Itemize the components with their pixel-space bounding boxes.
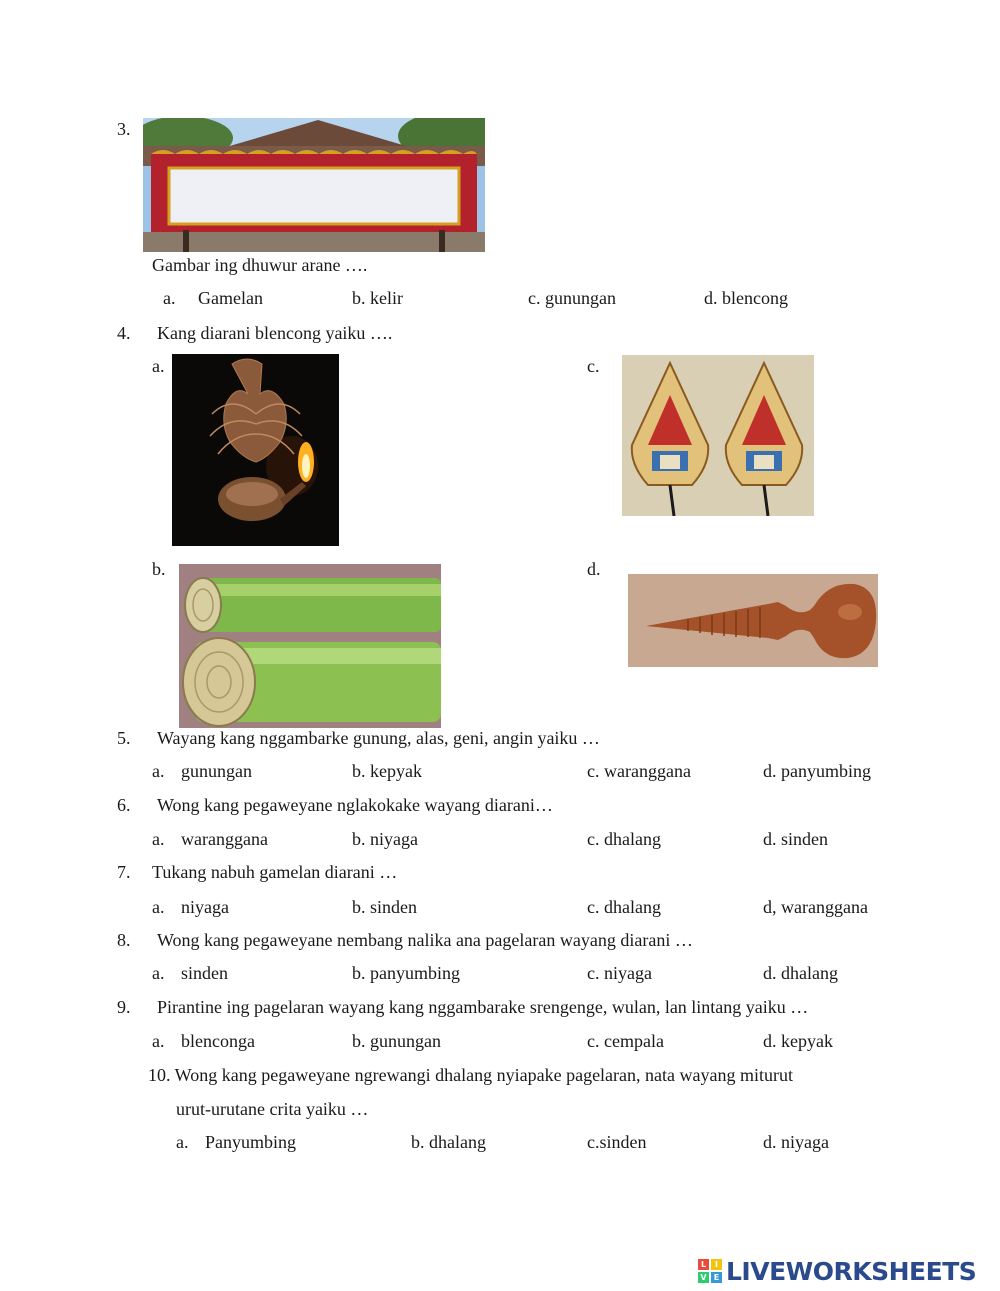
q4-option-d-label[interactable]: d.: [587, 559, 601, 579]
q6-prompt: Wong kang pegaweyane nglakokake wayang diarani…: [157, 795, 553, 815]
q5-option-c[interactable]: c. waranggana: [587, 761, 691, 781]
q8-option-d[interactable]: d. dhalang: [763, 963, 838, 983]
q4-option-c-label[interactable]: c.: [587, 356, 600, 376]
q6-number: 6.: [117, 795, 131, 815]
q10-prompt-line2: urut-urutane crita yaiku …: [176, 1099, 369, 1119]
q3-prompt: Gambar ing dhuwur arane ….: [152, 255, 368, 275]
q10-prompt-line1: 10. Wong kang pegaweyane ngrewangi dhalang nyiapake pagelaran, nata wayang miturut: [148, 1065, 793, 1085]
q10-option-a[interactable]: Panyumbing: [205, 1132, 297, 1152]
q3-option-d[interactable]: d. blencong: [704, 288, 788, 308]
q8-option-a[interactable]: sinden: [181, 963, 228, 983]
q8-prompt: Wong kang pegaweyane nembang nalika ana pagelaran wayang diarani …: [157, 930, 693, 950]
q3-option-b[interactable]: b. kelir: [352, 288, 403, 308]
q9-number: 9.: [117, 997, 131, 1017]
q3-option-a-letter[interactable]: a.: [163, 288, 176, 308]
q9-option-a[interactable]: blenconga: [181, 1031, 255, 1051]
q4-number: 4.: [117, 323, 131, 343]
q6-option-c[interactable]: c. dhalang: [587, 829, 661, 849]
q7-number: 7.: [117, 862, 131, 882]
logo-letter-i: I: [711, 1259, 722, 1270]
q4-prompt: Kang diarani blencong yaiku ….: [157, 323, 393, 343]
gunungan-puppets-image[interactable]: [622, 355, 814, 516]
q5-option-a-letter[interactable]: a.: [152, 761, 165, 781]
q3-number: 3.: [117, 119, 131, 139]
q5-number: 5.: [117, 728, 131, 748]
q6-option-a-letter[interactable]: a.: [152, 829, 165, 849]
q8-option-c[interactable]: c. niyaga: [587, 963, 652, 983]
q4-option-a-label[interactable]: a.: [152, 356, 165, 376]
q7-option-c[interactable]: c. dhalang: [587, 897, 661, 917]
kelir-screen-image: [143, 118, 485, 252]
q5-option-a[interactable]: gunungan: [181, 761, 252, 781]
logo-letter-v: V: [698, 1272, 709, 1283]
logo-text: LIVEWORKSHEETS: [726, 1256, 977, 1286]
q7-prompt: Tukang nabuh gamelan diarani …: [152, 862, 398, 882]
q6-option-b[interactable]: b. niyaga: [352, 829, 418, 849]
q9-option-a-letter[interactable]: a.: [152, 1031, 165, 1051]
q10-option-b[interactable]: b. dhalang: [411, 1132, 486, 1152]
q7-option-b[interactable]: b. sinden: [352, 897, 417, 917]
q6-option-d[interactable]: d. sinden: [763, 829, 828, 849]
q9-option-b[interactable]: b. gunungan: [352, 1031, 441, 1051]
q6-option-a[interactable]: waranggana: [181, 829, 268, 849]
q5-prompt: Wayang kang nggambarke gunung, alas, geni, angin yaiku …: [157, 728, 600, 748]
logo-mark-icon: [698, 1259, 722, 1283]
q10-option-d[interactable]: d. niyaga: [763, 1132, 829, 1152]
q3-option-c[interactable]: c. gunungan: [528, 288, 616, 308]
gedebog-banana-stem-image[interactable]: [179, 564, 441, 728]
q10-option-a-letter[interactable]: a.: [176, 1132, 189, 1152]
liveworksheets-logo[interactable]: [698, 1256, 976, 1286]
logo-letter-l: L: [698, 1259, 709, 1270]
logo-letter-e: E: [711, 1272, 722, 1283]
q10-option-c[interactable]: c.sinden: [587, 1132, 647, 1152]
q9-option-c[interactable]: c. cempala: [587, 1031, 664, 1051]
q7-option-a[interactable]: niyaga: [181, 897, 229, 917]
q7-option-a-letter[interactable]: a.: [152, 897, 165, 917]
blencong-lamp-image[interactable]: [172, 354, 339, 546]
q5-option-d[interactable]: d. panyumbing: [763, 761, 871, 781]
cempala-knocker-image[interactable]: [628, 574, 878, 667]
q5-option-b[interactable]: b. kepyak: [352, 761, 422, 781]
q8-number: 8.: [117, 930, 131, 950]
q8-option-a-letter[interactable]: a.: [152, 963, 165, 983]
q8-option-b[interactable]: b. panyumbing: [352, 963, 460, 983]
q9-option-d[interactable]: d. kepyak: [763, 1031, 833, 1051]
q3-option-a[interactable]: Gamelan: [198, 288, 263, 308]
q9-prompt: Pirantine ing pagelaran wayang kang nggambarake srengenge, wulan, lan lintang yaiku …: [157, 997, 809, 1017]
q7-option-d[interactable]: d, waranggana: [763, 897, 868, 917]
q4-option-b-label[interactable]: b.: [152, 559, 166, 579]
